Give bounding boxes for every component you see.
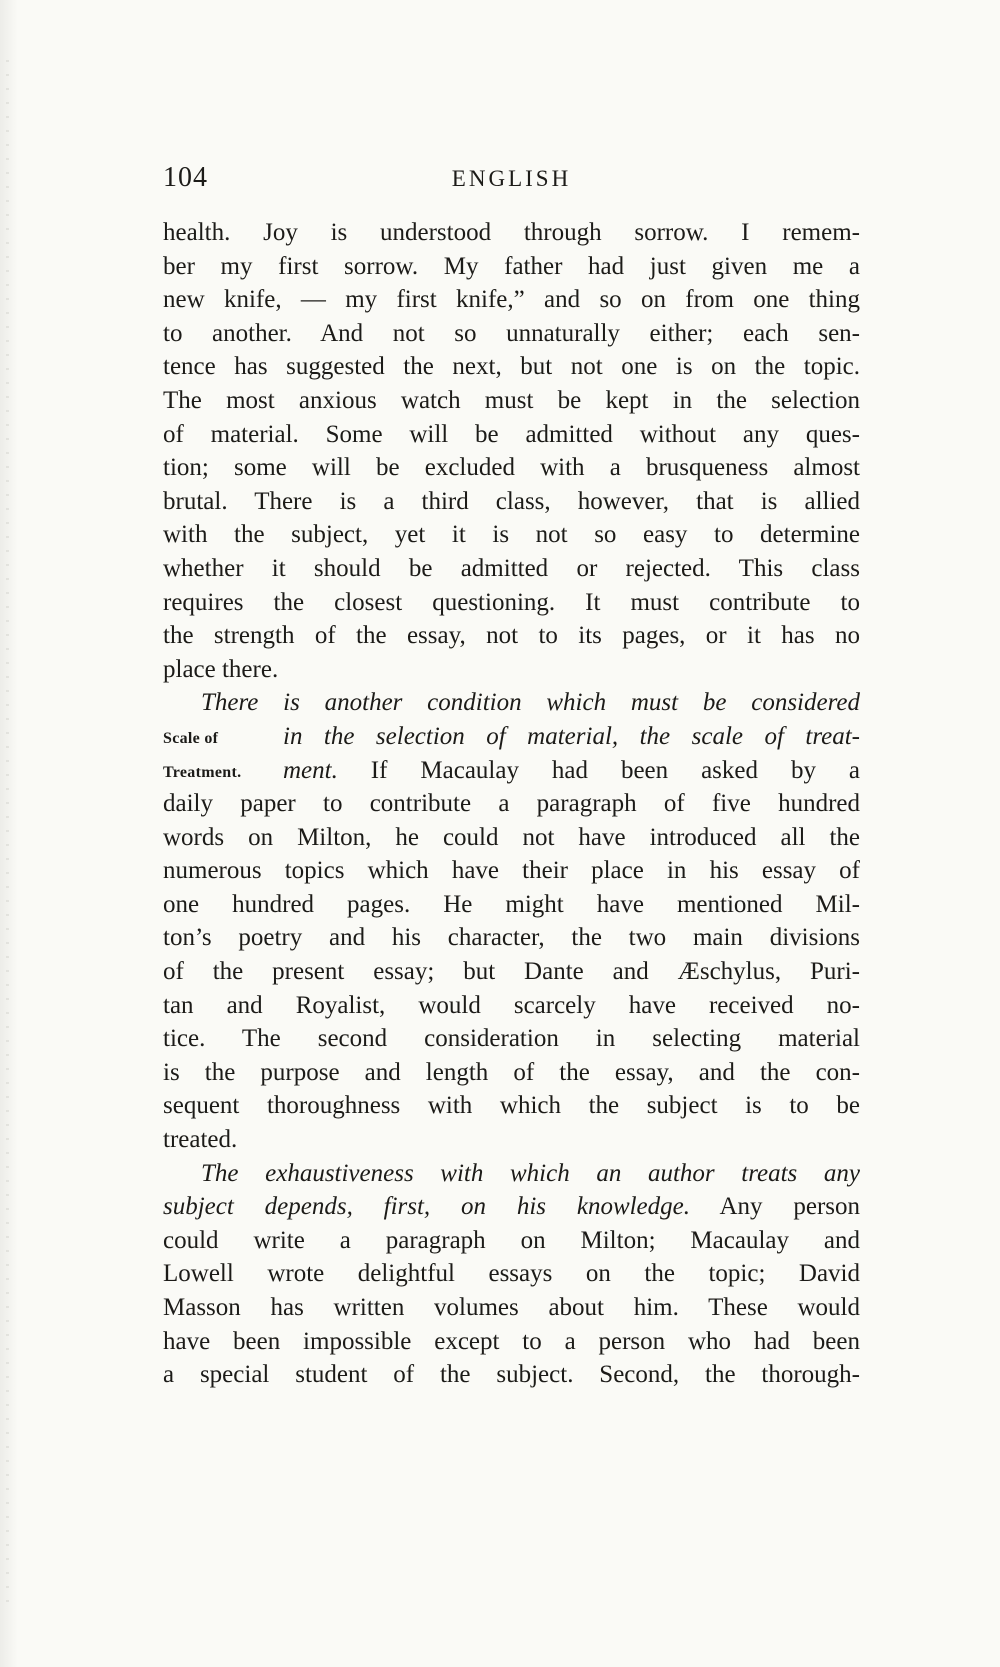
- text-line: [163, 989, 860, 1023]
- text-line: [163, 955, 860, 989]
- italic-text-segment: The exhaustiveness with which an author treats any: [201, 1159, 860, 1187]
- text-line: [163, 1056, 860, 1090]
- text-line: [163, 1022, 860, 1056]
- text-line: [163, 1089, 860, 1123]
- text-segment: tan and Royalist, would scarcely have received no-: [163, 991, 860, 1019]
- page-body: [163, 216, 860, 1392]
- text-segment: words on Milton, he could not have introduced all the: [163, 823, 860, 851]
- text-segment: tence has suggested the next, but not one is on the topic.: [163, 353, 860, 381]
- text-line: [163, 552, 860, 586]
- text-line: [163, 1325, 860, 1359]
- text-line: [163, 854, 860, 888]
- text-segment: numerous topics which have their place in his essay of: [163, 857, 860, 885]
- text-line: [163, 283, 860, 317]
- text-line: [163, 1291, 860, 1325]
- text-line: [163, 787, 860, 821]
- text-segment: could write a paragraph on Milton; Macaulay and: [163, 1226, 860, 1254]
- italic-text-segment: ment.: [283, 756, 338, 784]
- text-line: [163, 720, 860, 754]
- text-segment: requires the closest questioning. It must contribute to: [163, 588, 860, 616]
- italic-text-segment: There is another condition which must be considered: [201, 689, 860, 717]
- page-number: 104: [163, 162, 208, 193]
- text-segment: Masson has written volumes about him. These would: [163, 1294, 860, 1321]
- text-line: [163, 317, 860, 351]
- text-line: [163, 686, 860, 720]
- text-line: [163, 921, 860, 955]
- text-line: [163, 451, 860, 485]
- text-segment: daily paper to contribute a paragraph of five hundred: [163, 790, 860, 818]
- text-segment: a special student of the subject. Second, the thorough-: [163, 1361, 860, 1389]
- running-title: ENGLISH: [451, 166, 572, 191]
- text-line: [163, 350, 860, 384]
- text-segment: new knife, — my first knife,” and so on from one thing: [163, 286, 860, 314]
- text-segment: tice. The second consideration in selecting material: [163, 1025, 860, 1053]
- text-line: [163, 586, 860, 620]
- text-segment: ton’s poetry and his character, the two main divisions: [163, 924, 860, 952]
- text-segment: Lowell wrote delightful essays on the topic; David: [163, 1260, 860, 1288]
- text-segment: The most anxious watch must be kept in the selection: [163, 386, 860, 414]
- text-line: [163, 619, 860, 653]
- scan-artifact-marks: [6, 60, 9, 1607]
- margin-note: Scale of: [163, 729, 219, 747]
- text-segment: place there.: [163, 655, 279, 683]
- text-line: [163, 1224, 860, 1258]
- text-line: [163, 250, 860, 284]
- margin-note: Treatment.: [163, 763, 242, 781]
- text-line: [163, 485, 860, 519]
- text-line: [163, 888, 860, 922]
- text-line: [163, 1358, 860, 1392]
- text-line: [163, 1257, 860, 1291]
- text-segment: the strength of the essay, not to its pages, or it has no: [163, 622, 860, 650]
- text-segment: treated.: [163, 1126, 238, 1154]
- text-line: [163, 821, 860, 855]
- text-segment: of material. Some will be admitted without any ques-: [163, 420, 860, 448]
- text-line: [163, 1157, 860, 1191]
- italic-text-segment: in the selection of material, the scale of treat-: [283, 722, 860, 750]
- text-segment: Any person: [690, 1193, 860, 1221]
- text-segment: tion; some will be excluded with a brusqueness almost: [163, 454, 860, 482]
- text-line: [163, 384, 860, 418]
- text-line: [163, 754, 860, 788]
- page-header: [163, 162, 860, 198]
- text-line: [163, 518, 860, 552]
- text-line: [163, 418, 860, 452]
- text-segment: to another. And not so unnaturally either; each sen-: [163, 319, 860, 347]
- text-segment: If Macaulay had been asked by a: [337, 756, 860, 784]
- text-segment: ber my first sorrow. My father had just given me a: [163, 252, 860, 280]
- text-line: [163, 1190, 860, 1224]
- page-edge-shading: [0, 0, 18, 1667]
- text-segment: brutal. There is a third class, however, that is allied: [163, 487, 860, 515]
- text-segment: one hundred pages. He might have mentioned Mil-: [163, 890, 860, 918]
- text-segment: whether it should be admitted or rejected. This class: [163, 554, 860, 582]
- text-line: [163, 216, 860, 250]
- italic-text-segment: subject depends, first, on his knowledge.: [163, 1193, 691, 1221]
- text-segment: of the present essay; but Dante and Æschylus, Puri-: [163, 958, 860, 986]
- text-segment: have been impossible except to a person who had been: [163, 1327, 860, 1355]
- text-segment: health. Joy is understood through sorrow. I remem-: [163, 219, 860, 246]
- text-segment: with the subject, yet it is not so easy to determine: [163, 521, 860, 549]
- text-line: [163, 1123, 860, 1157]
- text-segment: sequent thoroughness with which the subject is to be: [163, 1092, 860, 1120]
- text-segment: is the purpose and length of the essay, and the con-: [163, 1058, 860, 1086]
- text-line: [163, 653, 860, 687]
